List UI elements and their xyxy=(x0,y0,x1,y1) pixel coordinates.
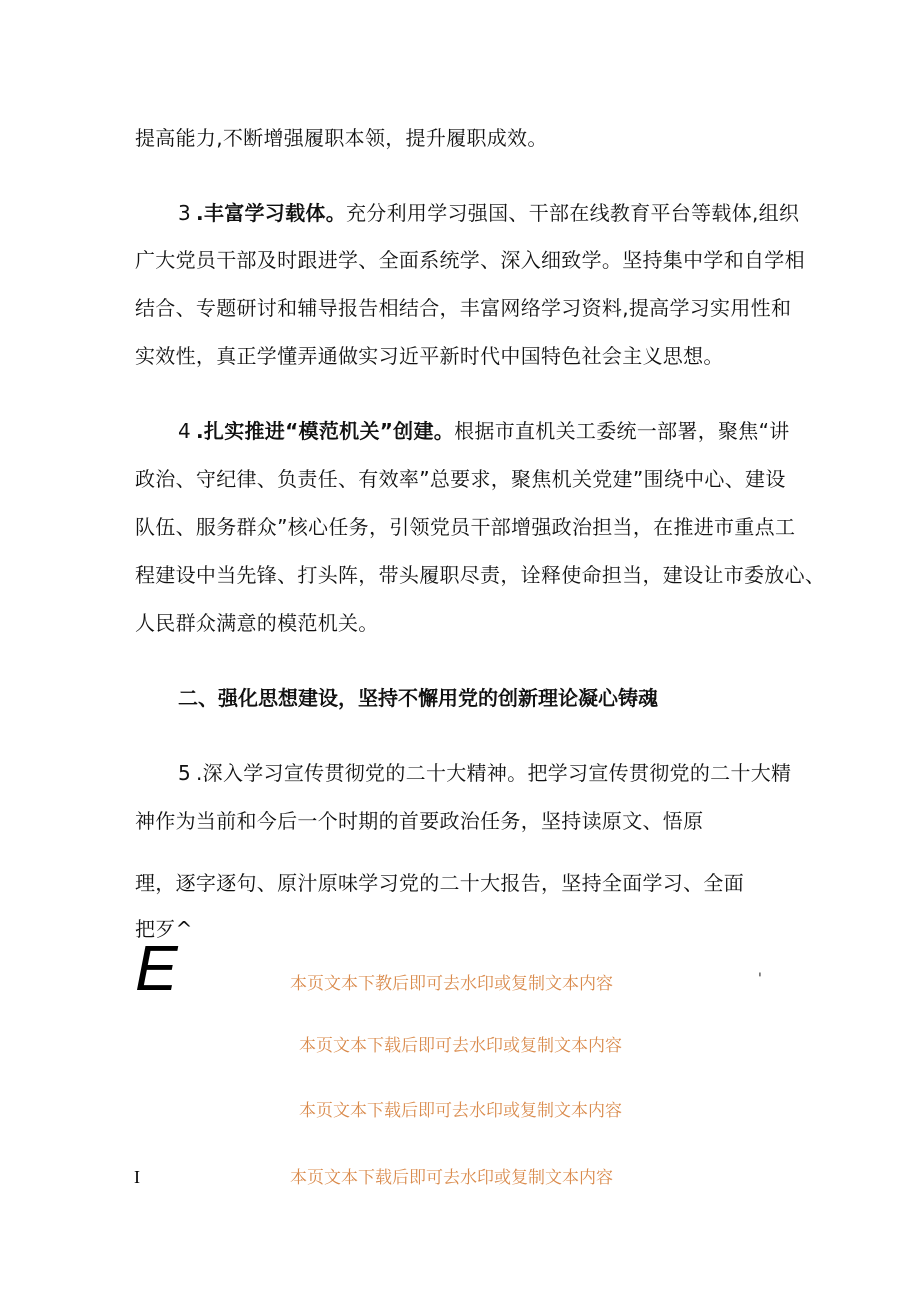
watermark-text: 本页文本下教后即可去水印或复制文本内容 xyxy=(290,974,613,994)
item-number: 5 xyxy=(178,761,192,785)
paragraph-text: .深入学习宣传贯彻党的二十大精神。把学习宣传贯彻党的二十大精 xyxy=(196,761,792,785)
paragraph-3-line-2: 广大党员干部及时跟进学、全面系统学、深入细致学。坚持集中学和自学相 xyxy=(135,248,805,272)
paragraph-3-line-4: 实效性，真正学懂弄通做实习近平新时代中国特色社会主义思想。 xyxy=(135,344,724,368)
watermark-text: 本页文本下载后即可去水印或复制文本内容 xyxy=(299,1101,622,1121)
item-title: .丰富学习载体。 xyxy=(196,201,346,225)
bar-mark-artifact: I xyxy=(134,1167,140,1187)
tick-mark-artifact: ' xyxy=(758,971,762,987)
item-number: 3 xyxy=(178,201,192,225)
paragraph-5-line-2: 神作为当前和今后一个时期的首要政治任务，坚持读原文、悟原 xyxy=(135,809,704,833)
paragraph-4-line-4: 程建设中当先锋、打头阵，带头履职尽责，诠释使命担当，建设让市委放心、 xyxy=(135,563,826,587)
paragraph-5-line-3: 理，逐字逐句、原汁原味学习党的二十大报告，坚持全面学习、全面 xyxy=(135,871,744,895)
paragraph-5-line-1 xyxy=(178,759,791,787)
item-number: 4 xyxy=(178,419,192,443)
watermark-text: 本页文本下载后即可去水印或复制文本内容 xyxy=(290,1168,613,1188)
paragraph-3-line-1 xyxy=(178,199,799,227)
paragraph-text: 充分利用学习强国、干部在线教育平台等载体,组织 xyxy=(346,201,800,225)
large-letter-artifact: E xyxy=(135,932,178,1004)
paragraph-5-line-4: 把歹^ xyxy=(135,917,193,941)
paragraph-4-line-3: 队伍、服务群众”核心任务，引领党员干部增强政治担当，在推进市重点工 xyxy=(135,515,796,539)
watermark-text: 本页文本下载后即可去水印或复制文本内容 xyxy=(299,1036,622,1056)
paragraph-continuation-line: 提高能力,不断增强履职本领，提升履职成效。 xyxy=(135,126,548,150)
paragraph-text: 根据市直机关工委统一部署，聚焦“讲 xyxy=(454,419,790,443)
item-title: .扎实推进“模范机关”创建。 xyxy=(196,419,455,443)
paragraph-4-line-2: 政治、守纪律、负责任、有效率”总要求，聚焦机关党建”围绕中心、建设 xyxy=(135,467,786,491)
paragraph-3-line-3: 结合、专题研讨和辅导报告相结合，丰富网络学习资料,提高学习实用性和 xyxy=(135,296,792,320)
paragraph-4-line-1 xyxy=(178,417,790,445)
paragraph-4-line-5: 人民群众满意的模范机关。 xyxy=(135,611,379,635)
section-heading: 二、强化思想建设，坚持不懈用党的创新理论凝心铸魂 xyxy=(178,686,658,710)
